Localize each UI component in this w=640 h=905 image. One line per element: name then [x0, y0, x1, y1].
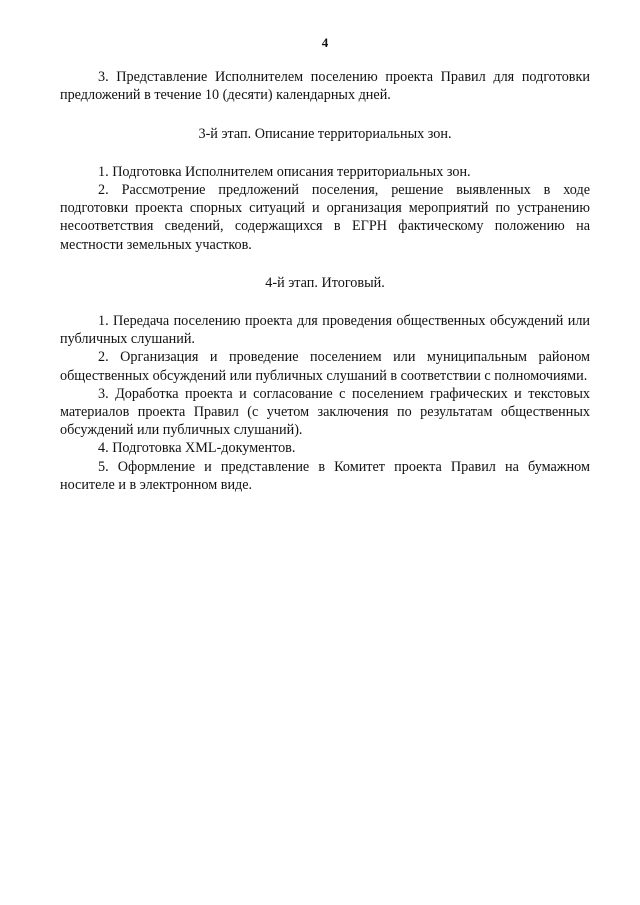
- intro-item-3: 3. Представление Исполнителем поселению проекта Правил для подготовки предложений в течение 10 (десяти) календарных дней.: [60, 69, 590, 104]
- stage-3-title: 3-й этап. Описание территориальных зон.: [198, 125, 452, 142]
- stage-3-item-1: 1. Подготовка Исполнителем описания территориальных зон.: [98, 163, 471, 180]
- stage-4-item-2: 2. Организация и проведение поселением или муниципальным районом общественных обсуждений или публичных слушаний в соответствии с полномочиями.: [60, 349, 590, 384]
- stage-3-item-2: 2. Рассмотрение предложений поселения, решение выявленных в ходе подготовки проекта спорных ситуаций и организация мероприятий по устранению несоответствия сведений, содержащихся в ЕГРН фактическому положению на местности земельных участков.: [60, 182, 590, 253]
- document-page: [60, 34, 590, 494]
- stage-3-list: [60, 163, 590, 254]
- stage-4-item-5: 5. Оформление и представление в Комитет проекта Правил на бумажном носителе и в электронном виде.: [60, 458, 590, 493]
- stage-4-list: [60, 312, 590, 494]
- stage-4-item-4: 4. Подготовка XML-документов.: [98, 440, 296, 457]
- stage-4-item-3: 3. Доработка проекта и согласование с поселением графических и текстовых материалов проекта Правил (с учетом заключения по результатам общественных обсуждений или публичных слушаний).: [60, 385, 590, 439]
- page-number: 4: [321, 35, 329, 50]
- stage-4-title: 4-й этап. Итоговый.: [265, 274, 385, 291]
- stage-4-item-1: 1. Передача поселению проекта для проведения общественных обсуждений или публичных слушаний.: [60, 313, 590, 348]
